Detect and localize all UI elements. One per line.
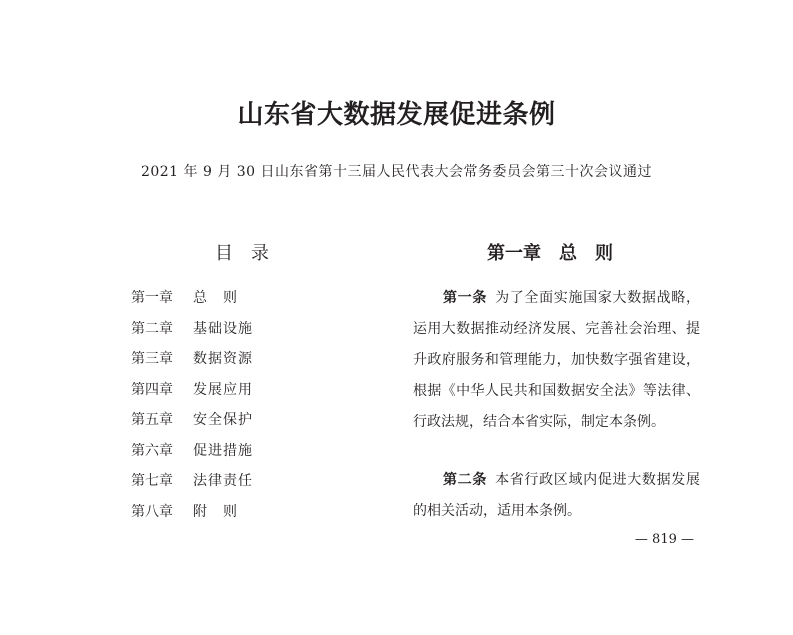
toc-chapter-number: 第八章	[131, 503, 173, 520]
chapter-heading: 第一章 总 则	[487, 243, 613, 264]
toc-chapter-number: 第六章	[131, 442, 173, 459]
toc-chapter-number: 第一章	[131, 290, 173, 306]
article-label: 第一条	[443, 290, 488, 306]
toc-item	[131, 497, 253, 528]
toc-item	[131, 466, 253, 497]
toc-item	[131, 405, 253, 436]
toc-chapter-number: 第五章	[131, 412, 173, 428]
toc-chapter-number: 第七章	[131, 473, 173, 489]
article-1	[413, 283, 700, 438]
toc-item	[131, 375, 253, 406]
toc-item	[131, 344, 253, 375]
document-title: 山东省大数据发展促进条例	[237, 100, 556, 130]
toc-heading: 目 录	[215, 243, 269, 264]
toc-chapter-name: 总 则	[193, 290, 238, 306]
page-number: — 819 —	[634, 532, 694, 547]
toc-chapter-name: 促进措施	[193, 442, 253, 459]
toc-chapter-number: 第二章	[131, 320, 173, 337]
table-of-contents	[131, 283, 253, 527]
toc-chapter-name: 安全保护	[193, 412, 253, 428]
article-label: 第二条	[443, 472, 488, 488]
toc-chapter-name: 附 则	[193, 503, 238, 520]
article-text: 为了全面实施国家大数据战略，运用大数据推动经济发展、完善社会治理、提升政府服务和管理能力，加快数字强省建设，根据《中华人民共和国数据安全法》等法律、行政法规，结合本省实际，制定本条例。	[413, 290, 700, 430]
toc-chapter-name: 基础设施	[193, 320, 253, 337]
article-2	[413, 465, 700, 527]
toc-chapter-number: 第三章	[131, 351, 173, 367]
article-text: 本省行政区域内促进大数据发展的相关活动，适用本条例。	[413, 472, 700, 519]
toc-chapter-name: 法律责任	[193, 473, 253, 489]
toc-item	[131, 283, 253, 314]
toc-item	[131, 314, 253, 345]
document-subtitle: 2021 年 9 月 30 日山东省第十三届人民代表大会常务委员会第三十次会议通过	[140, 164, 653, 180]
toc-chapter-name: 数据资源	[193, 351, 253, 367]
toc-item	[131, 436, 253, 467]
toc-chapter-name: 发展应用	[193, 381, 253, 398]
toc-chapter-number: 第四章	[131, 381, 173, 398]
